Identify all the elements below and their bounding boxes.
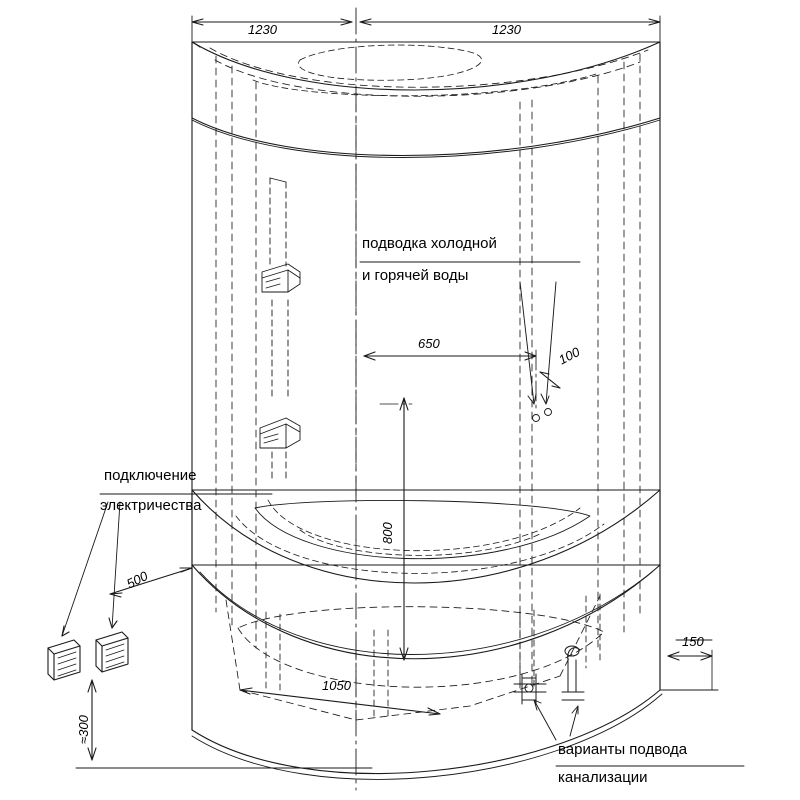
dimension-650 — [364, 350, 536, 410]
dimension-label-300: ≈300 — [76, 715, 91, 744]
dimension-label-100: 100 — [556, 344, 583, 368]
callout-water-supply-line2: и горячей воды — [362, 267, 469, 284]
shower-panel-hardware — [260, 178, 300, 480]
dimension-label-top-left: 1230 — [248, 22, 277, 37]
dimension-100 — [540, 372, 560, 388]
callout-sewer-line2: канализации — [558, 769, 648, 786]
callout-sewer-line1: варианты подвода — [558, 741, 688, 758]
dimension-label-1050: 1050 — [322, 678, 351, 693]
electric-sockets — [48, 494, 272, 680]
bathtub-rim — [192, 490, 660, 659]
cabin-body — [192, 42, 660, 730]
dimension-label-top-right: 1230 — [492, 22, 521, 37]
callout-electric-line2: электричества — [100, 497, 202, 514]
callout-electric-line1: подключение — [104, 467, 197, 484]
dimension-500 — [110, 568, 192, 597]
dimension-label-800: 800 — [380, 522, 395, 544]
dimension-300 — [76, 680, 372, 768]
dimension-label-650: 650 — [418, 336, 440, 351]
dimension-label-500: 500 — [124, 568, 151, 592]
dimension-label-150: 150 — [682, 634, 704, 649]
callout-water-supply-line1: подводка холодной — [362, 235, 497, 252]
siphon-drain-hardware — [514, 646, 584, 704]
cabin-roof — [192, 42, 660, 158]
